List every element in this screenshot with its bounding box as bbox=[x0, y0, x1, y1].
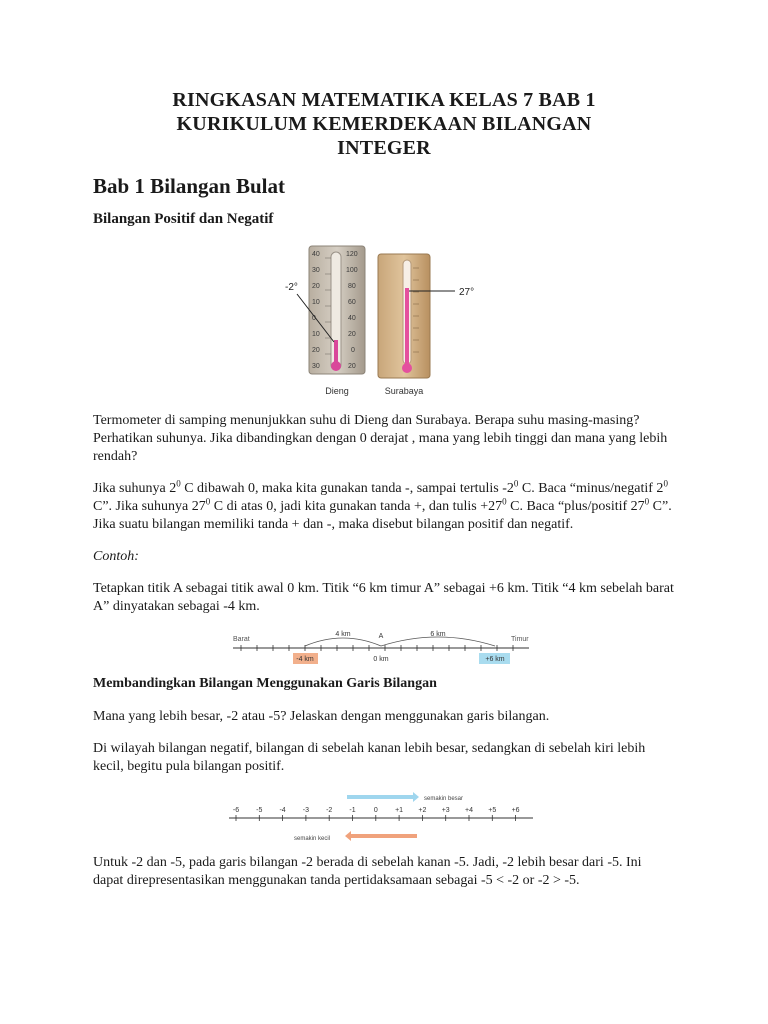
tick-label: -3 bbox=[302, 807, 310, 814]
section-heading-compare: Membandingkan Bilangan Menggunakan Garis Bilangan bbox=[93, 676, 437, 691]
thermometer-illustration bbox=[93, 244, 675, 404]
document-page bbox=[93, 88, 675, 904]
para2-sup-4: 0 bbox=[205, 496, 211, 507]
para2-part-6: C. Baca “plus/positif 27 bbox=[506, 499, 645, 514]
document-title bbox=[93, 88, 675, 160]
dieng-scale-right-2: 80 bbox=[348, 283, 356, 290]
box-minus-4km-label: -4 km bbox=[296, 656, 314, 663]
dieng-label: Dieng bbox=[325, 386, 349, 396]
tick-label: +3 bbox=[441, 807, 450, 814]
arrow-right-label: semakin besar bbox=[424, 796, 464, 802]
section-heading-positive-negative: Bilangan Positif dan Negatif bbox=[93, 211, 274, 227]
paragraph-compare-rule: Di wilayah bilangan negatif, bilangan di sebelah kanan lebih besar, sedangkan di sebelah kiri lebih kecil, begitu pula bilangan positif. bbox=[93, 741, 646, 774]
number-line-east-west-graphic bbox=[93, 626, 675, 666]
dieng-scale-right-5: 20 bbox=[348, 331, 356, 338]
number-line-compare bbox=[93, 790, 675, 846]
surabaya-reading: 27° bbox=[459, 287, 475, 298]
point-a-label: A bbox=[378, 633, 384, 640]
dieng-scale-left-2: 20 bbox=[312, 283, 320, 290]
surabaya-label: Surabaya bbox=[384, 386, 424, 396]
arc-label-4km: 4 km bbox=[335, 631, 351, 638]
dieng-scale-left-4: 0 bbox=[312, 315, 316, 322]
chapter-heading: Bab 1 Bilangan Bulat bbox=[93, 174, 285, 198]
para2-part-4: C”. Jika suhunya 27 bbox=[93, 499, 206, 514]
dieng-scale-left-7: 30 bbox=[312, 363, 320, 370]
dieng-thermometer bbox=[285, 246, 365, 396]
para2-sup-3: 0 bbox=[663, 478, 668, 489]
tick-label: +6 bbox=[511, 807, 520, 814]
paragraph-sign-explanation bbox=[93, 480, 675, 534]
dieng-scale-right-1: 100 bbox=[346, 267, 358, 274]
tick-label: -5 bbox=[256, 807, 263, 814]
arrow-left-label: semakin kecil bbox=[294, 836, 331, 842]
dieng-scale-left-0: 40 bbox=[312, 251, 320, 258]
para2-part-3: C. Baca “minus/negatif 2 bbox=[518, 481, 664, 496]
dieng-scale-right-0: 120 bbox=[346, 251, 358, 258]
para2-sup-1: 0 bbox=[176, 478, 181, 489]
dieng-scale-left-3: 10 bbox=[312, 299, 320, 306]
tick-label: +1 bbox=[395, 807, 404, 814]
west-label: Barat bbox=[233, 636, 250, 643]
para2-sup-2: 0 bbox=[513, 478, 519, 489]
surabaya-thermometer bbox=[378, 254, 474, 396]
tick-marks bbox=[233, 807, 520, 821]
para2-sup-5: 0 bbox=[502, 496, 507, 507]
tick-label: +5 bbox=[488, 807, 497, 814]
number-line-east-west bbox=[93, 626, 675, 666]
para2-sup-6: 0 bbox=[644, 496, 650, 507]
thermometer-figure bbox=[93, 244, 675, 404]
arc-label-6km: 6 km bbox=[430, 631, 446, 638]
arrow-left-smaller bbox=[345, 831, 417, 841]
paragraph-thermometer-question: Termometer di samping menunjukkan suhu di Dieng dan Surabaya. Berapa suhu masing-masing? Perhatikan suhunya. Jika dibandingkan dengan 0 derajat , mana yang lebih tinggi dan mana yang lebih rendah? bbox=[93, 413, 668, 464]
para2-part-1: Jika suhunya 2 bbox=[93, 481, 177, 496]
box-plus-6km-label: +6 km bbox=[485, 656, 505, 663]
dieng-scale-right-3: 60 bbox=[348, 299, 356, 306]
tick-label: +2 bbox=[418, 807, 427, 814]
tick-label: -4 bbox=[279, 807, 286, 814]
para2-part-7: C”. Jika suatu bilangan memiliki tanda + dan -, maka disebut bilangan positif dan negatif. bbox=[93, 499, 672, 532]
title-line-2: KURIKULUM KEMERDEKAAN BILANGAN bbox=[176, 113, 592, 135]
dieng-reading: -2° bbox=[285, 282, 298, 293]
arrow-right-bigger bbox=[347, 792, 419, 802]
paragraph-compare-question: Mana yang lebih besar, -2 atau -5? Jelaskan dengan menggunakan garis bilangan. bbox=[93, 709, 550, 724]
paragraph-conclusion: Untuk -2 dan -5, pada garis bilangan -2 berada di sebelah kanan -5. Jadi, -2 lebih besar dari -5. Ini dapat direpresentasikan menggunakan tanda pertidaksamaan sebagai -5 < -2 or -2 > -5. bbox=[93, 855, 642, 888]
para2-part-2: C dibawah 0, maka kita gunakan tanda -, sampai tertulis -2 bbox=[180, 481, 514, 496]
tick-label: -6 bbox=[232, 807, 240, 814]
dieng-scale-left-5: 10 bbox=[312, 331, 320, 338]
title-line-1: RINGKASAN MATEMATIKA KELAS 7 BAB 1 bbox=[172, 89, 596, 111]
dieng-scale-left-1: 30 bbox=[312, 267, 320, 274]
example-label: Contoh: bbox=[93, 549, 139, 564]
title-line-3: INTEGER bbox=[337, 137, 431, 159]
east-label: Timur bbox=[511, 636, 529, 643]
paragraph-point-a: Tetapkan titik A sebagai titik awal 0 km. Titik “6 km timur A” sebagai +6 km. Titik “4 km sebelah barat A” dinyatakan sebagai -4 km. bbox=[93, 581, 674, 614]
box-0km-label: 0 km bbox=[373, 656, 389, 663]
dieng-scale-right-6: 0 bbox=[351, 347, 355, 354]
number-line-compare-graphic bbox=[93, 790, 675, 846]
dieng-scale-left-6: 20 bbox=[312, 347, 320, 354]
tick-label: +4 bbox=[465, 807, 473, 814]
dieng-scale-right-4: 40 bbox=[348, 315, 356, 322]
tick-label: 0 bbox=[373, 807, 378, 814]
tick-label: -2 bbox=[326, 807, 333, 814]
para2-part-5: C di atas 0, jadi kita gunakan tanda +, dan tulis +27 bbox=[210, 499, 503, 514]
tick-label: -1 bbox=[349, 807, 356, 814]
dieng-scale-right-7: 20 bbox=[348, 363, 356, 370]
